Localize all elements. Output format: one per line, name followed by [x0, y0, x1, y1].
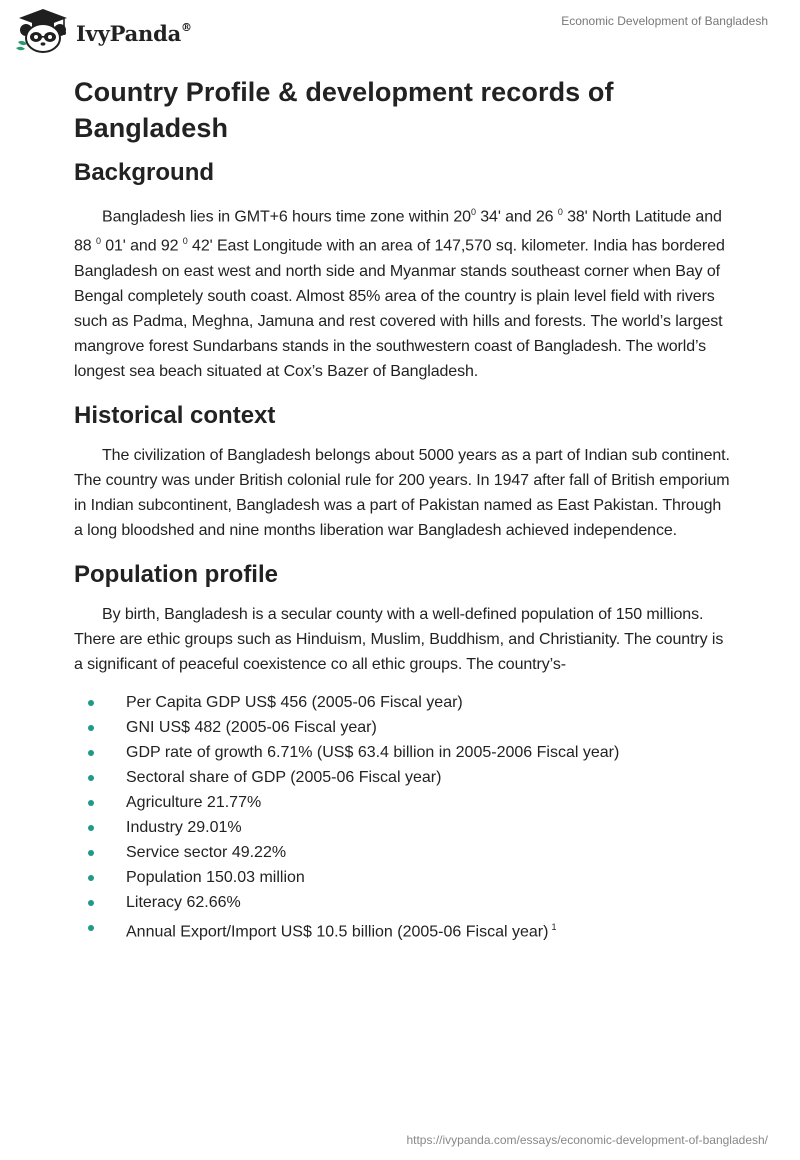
statistics-list — [74, 690, 734, 944]
list-item: Service sector 49.22% — [74, 840, 734, 865]
bullet-dot-icon — [88, 925, 94, 931]
list-item: Annual Export/Import US$ 10.5 billion (2005-06 Fiscal year) $^1$ — [74, 915, 734, 944]
document-title: Economic Development of Bangladesh — [561, 14, 768, 28]
list-item: Population 150.03 million — [74, 865, 734, 890]
bullet-dot-icon — [88, 775, 94, 781]
bullet-dot-icon — [88, 875, 94, 881]
list-item: GNI US$ 482 (2005-06 Fiscal year) — [74, 715, 734, 740]
footnote-marker[interactable]: 1 — [551, 921, 557, 932]
list-item: Literacy 62.66% — [74, 890, 734, 915]
bullet-dot-icon — [88, 825, 94, 831]
bullet-dot-icon — [88, 900, 94, 906]
list-item: Per Capita GDP US$ 456 (2005-06 Fiscal year) — [74, 690, 734, 715]
paragraph-population: By birth, Bangladesh is a secular county with a well-defined population of 150 millions. There are ethic groups such as Hinduism, Muslim, Buddhism, and Christianity. The country is a significant of peaceful coexistence co all ethic groups. The country’s- — [74, 605, 724, 673]
bullet-dot-icon — [88, 850, 94, 856]
bullet-dot-icon — [88, 750, 94, 756]
list-item: Industry 29.01% — [74, 815, 734, 840]
section-heading-historical: Historical context — [74, 401, 276, 429]
ivypanda-logo[interactable] — [14, 8, 192, 54]
list-item: Agriculture 21.77% — [74, 790, 734, 815]
list-item: GDP rate of growth 6.71% (US$ 63.4 billion in 2005-2006 Fiscal year) — [74, 740, 734, 765]
header — [0, 0, 800, 70]
section-heading-background: Background — [74, 159, 215, 186]
paragraph-historical: The civilization of Bangladesh belongs about 5000 years as a part of Indian sub continent. The country was under British colonial rule for 200 years. In 1947 after fall of British emporium in Indian subcontinent, Bangladesh was a part of Pakistan named as East Pakistan. Through a long bloodshed and nine months liberation war Bangladesh achieved independence. — [74, 446, 730, 539]
bullet-dot-icon — [88, 725, 94, 731]
bullet-dot-icon — [88, 700, 94, 706]
bullet-dot-icon — [88, 800, 94, 806]
article-content — [74, 74, 734, 944]
panda-graduate-icon — [14, 8, 72, 54]
page-title: Country Profile & development records of Bangladesh — [74, 77, 614, 143]
brand-name: IvyPanda® — [76, 20, 192, 46]
footer-url[interactable]: https://ivypanda.com/essays/economic-development-of-bangladesh/ — [406, 1133, 768, 1147]
list-item: Sectoral share of GDP (2005-06 Fiscal year) — [74, 765, 734, 790]
paragraph-background: Bangladesh lies in GMT+6 hours time zone within $20^0$ 34' and 26 $^0$ 38' North Latitude and 88 $^0$ 01' and 92 $^0$ 42' East Longitude with an area of 147,570 sq. kilometer. India has bordered Bangladesh on east west and north side and Myanmar stands southeast corner when Bay of Bengal completely south coast. Almost 85% area of the country is plain level field with rivers such as Padma, Meghna, Jamuna and rest covered with hills and forests. The world’s largest mangrove forest Sundarbans stands in the southwestern coast of Bangladesh. The world’s longest sea beach situated at Cox’s Bazer of Bangladesh. — [74, 207, 725, 380]
registered-mark: ® — [181, 20, 192, 34]
section-heading-population: Population profile — [74, 560, 278, 588]
